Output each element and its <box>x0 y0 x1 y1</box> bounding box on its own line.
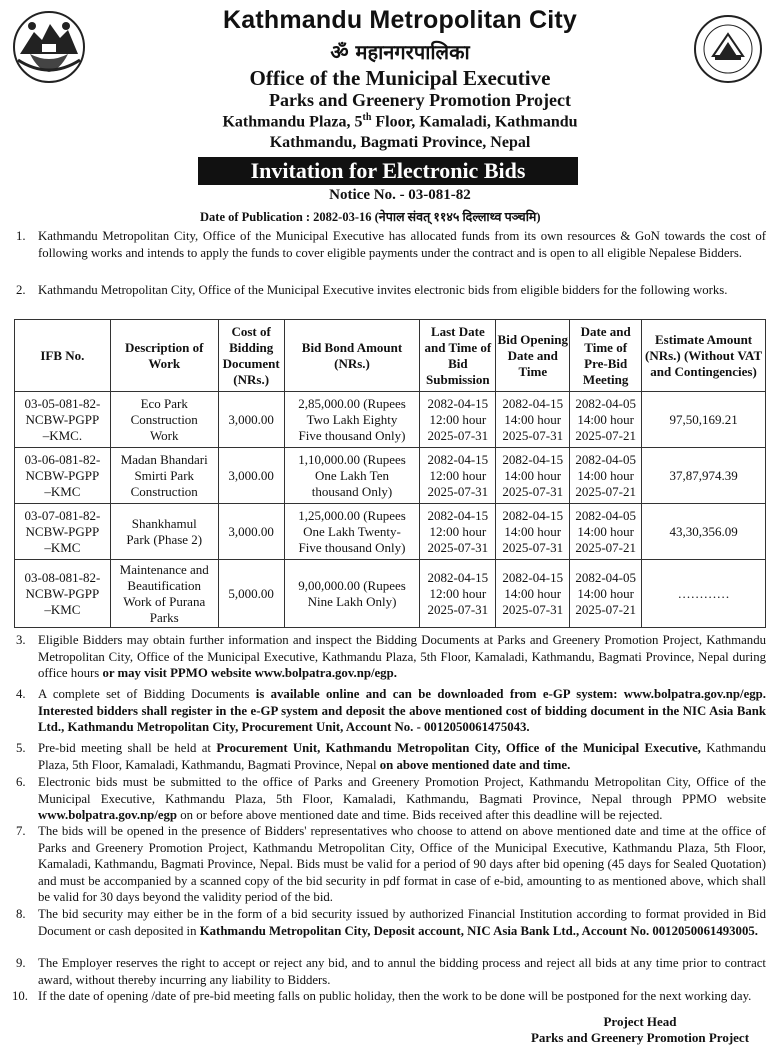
paragraph-5 <box>16 740 766 773</box>
paragraph-6 <box>16 774 766 824</box>
table-cell: 2082-04-15 14:00 hour 2025-07-31 <box>496 392 570 448</box>
paragraph-text <box>38 906 766 939</box>
paragraph-text <box>38 632 766 682</box>
signature-unit: Parks and Greenery Promotion Project <box>530 1030 750 1045</box>
paragraph-number: 3. <box>16 633 26 647</box>
kmc-seal-logo <box>693 14 763 84</box>
table-cell: Maintenance and Beautification Work of Purana Parks <box>110 560 218 628</box>
table-cell: 1,25,000.00 (Rupees One Lakh Twenty- Five thousand Only) <box>284 504 420 560</box>
nepal-emblem-logo <box>12 10 86 84</box>
paragraph-number: 4. <box>16 687 26 701</box>
paragraph-text: If the date of opening /date of pre-bid meeting falls on public holiday, then the work to be done will be postponed for the next working day. <box>38 989 752 1003</box>
paragraph-text: The bids will be opened in the presence of Bidders' representatives who choose to attend on above mentioned date and time at the office of Parks and Greenery Promotion Project, Kathmandu Metropolitan City, Office of the Municipal Executive, Kathmandu Plaza, 5th Floor, Kamaladi, Kathmandu, Bagmati Province, Nepal. Bids must be valid for a period of 90 days after bid opening (45 days for Sealed Quotation) and must be accompanied by a scanned copy of the bid security in pdf format in case of e-bid, amounting to as mentioned above, which shall be valid for 30 days beyond the validity period of the bid. <box>38 824 766 904</box>
text-run: Eligible Bidders may obtain further information and inspect the Bidding Documents at Parks and Greenery Promotion Project, Kathmandu Metropolitan City, Office of the Municipal Executive, Kathmandu Plaza, 5th Floor, Kamaladi, Kathmandu, Bagmati Province, Nepal during office hours <box>38 633 766 680</box>
table-cell: 3,000.00 <box>218 504 284 560</box>
table-cell: ………… <box>642 560 766 628</box>
paragraph-text <box>38 740 766 773</box>
table-cell: 2082-04-15 12:00 hour 2025-07-31 <box>420 504 496 560</box>
paragraph-4 <box>16 686 766 736</box>
bold-run: or may visit PPMO website www.bolpatra.gov.np/egp. <box>102 666 397 680</box>
paragraph-2 <box>16 282 766 299</box>
table-cell: 2082-04-15 12:00 hour 2025-07-31 <box>420 560 496 628</box>
table-cell: 2082-04-15 14:00 hour 2025-07-31 <box>496 448 570 504</box>
paragraph-text: The Employer reserves the right to accept or reject any bid, and to annul the bidding process and reject all bids at any time prior to contract award, without thereby incurring any liability to Bidders. <box>38 956 766 987</box>
column-header: Bid Bond Amount (NRs.) <box>284 320 420 392</box>
column-header: Date and Time of Pre-Bid Meeting <box>570 320 642 392</box>
table-cell: Madan Bhandari Smirti Park Construction <box>110 448 218 504</box>
paragraph-text: Kathmandu Metropolitan City, Office of the Municipal Executive invites electronic bids from eligible bidders for the following works. <box>38 283 728 297</box>
address-line-2: Kathmandu, Bagmati Province, Nepal <box>269 134 531 151</box>
paragraph-number: 5. <box>16 741 26 755</box>
notice-number: Notice No. - 03-081-82 <box>329 187 471 203</box>
text-run: Electronic bids must be submitted to the office of Parks and Greenery Promotion Project, Kathmandu Metropolitan City, Office of the Municipal Executive, Kathmandu Plaza, 5th Floor, Kamaladi, Kathmandu, Bagmati Province, Nepal through PPMO website <box>38 775 766 806</box>
column-header: Description of Work <box>110 320 218 392</box>
table-header-row <box>15 320 766 392</box>
paragraph-10 <box>12 988 766 1005</box>
text-run: Pre-bid meeting shall be held at <box>38 741 217 755</box>
table-cell: Shankhamul Park (Phase 2) <box>110 504 218 560</box>
table-row <box>15 504 766 560</box>
bids-table <box>14 319 766 628</box>
signature-title: Project Head <box>603 1014 677 1029</box>
table-cell: 3,000.00 <box>218 392 284 448</box>
paragraph-number: 10. <box>12 989 28 1003</box>
city-name: Kathmandu Metropolitan City <box>222 6 577 34</box>
column-header: IFB No. <box>15 320 111 392</box>
column-header: Cost of Bidding Document (NRs.) <box>218 320 284 392</box>
bold-run: Kathmandu Metropolitan City, Deposit account, NIC Asia Bank Ltd., Account No. 0012050061493005. <box>199 923 758 938</box>
publication-date: Date of Publication : 2082-03-16 (नेपाल संवत् ११४५ दिल्लाथ्व पञ्चमि) <box>200 210 541 224</box>
paragraph-1 <box>16 228 766 261</box>
column-header: Last Date and Time of Bid Submission <box>420 320 496 392</box>
paragraph-3 <box>16 632 766 682</box>
table-cell: 2082-04-05 14:00 hour 2025-07-21 <box>570 560 642 628</box>
table-cell: 03-08-081-82- NCBW-PGPP –KMC <box>15 560 111 628</box>
table-row <box>15 392 766 448</box>
paragraph-number: 6. <box>16 775 26 789</box>
table-cell: 2,85,000.00 (Rupees Two Lakh Eighty Five thousand Only) <box>284 392 420 448</box>
table-cell: 2082-04-15 12:00 hour 2025-07-31 <box>420 448 496 504</box>
column-header: Estimate Amount (NRs.) (Without VAT and Contingencies) <box>642 320 766 392</box>
table-cell: 2082-04-15 14:00 hour 2025-07-31 <box>496 560 570 628</box>
paragraph-9 <box>16 955 766 988</box>
table-cell: 37,87,974.39 <box>642 448 766 504</box>
text-run: The bid security may either be in the form of a bid security issued by authorized Financial Institution according to format provided in Bid Document or cash deposited in <box>38 907 766 938</box>
invitation-banner: Invitation for Electronic Bids <box>198 157 578 185</box>
table-cell: 2082-04-15 14:00 hour 2025-07-31 <box>496 504 570 560</box>
table-cell: 2082-04-05 14:00 hour 2025-07-21 <box>570 392 642 448</box>
paragraph-number: 8. <box>16 907 26 921</box>
bold-run: Procurement Unit, Kathmandu Metropolitan City, Office of the Municipal Executive, <box>216 741 701 755</box>
table-cell: 03-06-081-82- NCBW-PGPP –KMC <box>15 448 111 504</box>
office-name: Office of the Municipal Executive <box>249 66 551 90</box>
paragraph-text <box>38 686 766 736</box>
paragraph-number: 2. <box>16 283 26 297</box>
table-cell: 5,000.00 <box>218 560 284 628</box>
nepali-title: ॐ महानगरपालिका <box>330 40 470 64</box>
text-run: Kathmandu Plaza, 5th Floor, Kamaladi, Kathmandu, Bagmati Province, Nepal <box>38 741 767 772</box>
paragraph-8 <box>16 906 766 939</box>
table-cell: 03-05-081-82- NCBW-PGPP –KMC. <box>15 392 111 448</box>
paragraph-number: 1. <box>16 229 26 243</box>
table-cell: 9,00,000.00 (Rupees Nine Lakh Only) <box>284 560 420 628</box>
paragraph-7 <box>16 823 766 906</box>
project-name: Parks and Greenery Promotion Project <box>269 90 571 110</box>
bold-run: www.bolpatra.gov.np/egp <box>38 808 178 822</box>
text-run: A complete set of Bidding Documents <box>38 687 256 701</box>
paragraph-number: 9. <box>16 956 26 970</box>
table-row <box>15 560 766 628</box>
table-cell: 97,50,169.21 <box>642 392 766 448</box>
paragraph-text: Kathmandu Metropolitan City, Office of the Municipal Executive has allocated funds from its own resources & GoN towards the cost of following works and intends to apply the funds to cover eligible payments under the contract and is open to all eligible Nepalese Bidders. <box>38 229 766 260</box>
paragraph-text <box>38 774 766 824</box>
bold-run: on above mentioned date and time. <box>379 757 571 772</box>
text-run: on or before above mentioned date and time. Bids received after this deadline will be rejected. <box>177 808 663 822</box>
table-row <box>15 448 766 504</box>
table-cell: 2082-04-05 14:00 hour 2025-07-21 <box>570 504 642 560</box>
paragraph-number: 7. <box>16 824 26 838</box>
table-cell: 03-07-081-82- NCBW-PGPP –KMC <box>15 504 111 560</box>
bold-run: is available online and can be downloaded from e-GP system: www.bolpatra.gov.np/egp. Interested bidders shall register in the e-GP system and deposit the above mentioned cost of bidding document in the NIC Asia Bank Ltd., Kathmandu Metropolitan City, Procurement Unit, Account No. - 0012050061475043. <box>38 687 766 734</box>
table-cell: 3,000.00 <box>218 448 284 504</box>
column-header: Bid Opening Date and Time <box>496 320 570 392</box>
table-cell: Eco Park Construction Work <box>110 392 218 448</box>
table-cell: 2082-04-15 12:00 hour 2025-07-31 <box>420 392 496 448</box>
table-cell: 2082-04-05 14:00 hour 2025-07-21 <box>570 448 642 504</box>
table-cell: 1,10,000.00 (Rupees One Lakh Ten thousand Only) <box>284 448 420 504</box>
address-line-1: Kathmandu Plaza, 5th Floor, Kamaladi, Kathmandu <box>222 112 578 131</box>
table-cell: 43,30,356.09 <box>642 504 766 560</box>
